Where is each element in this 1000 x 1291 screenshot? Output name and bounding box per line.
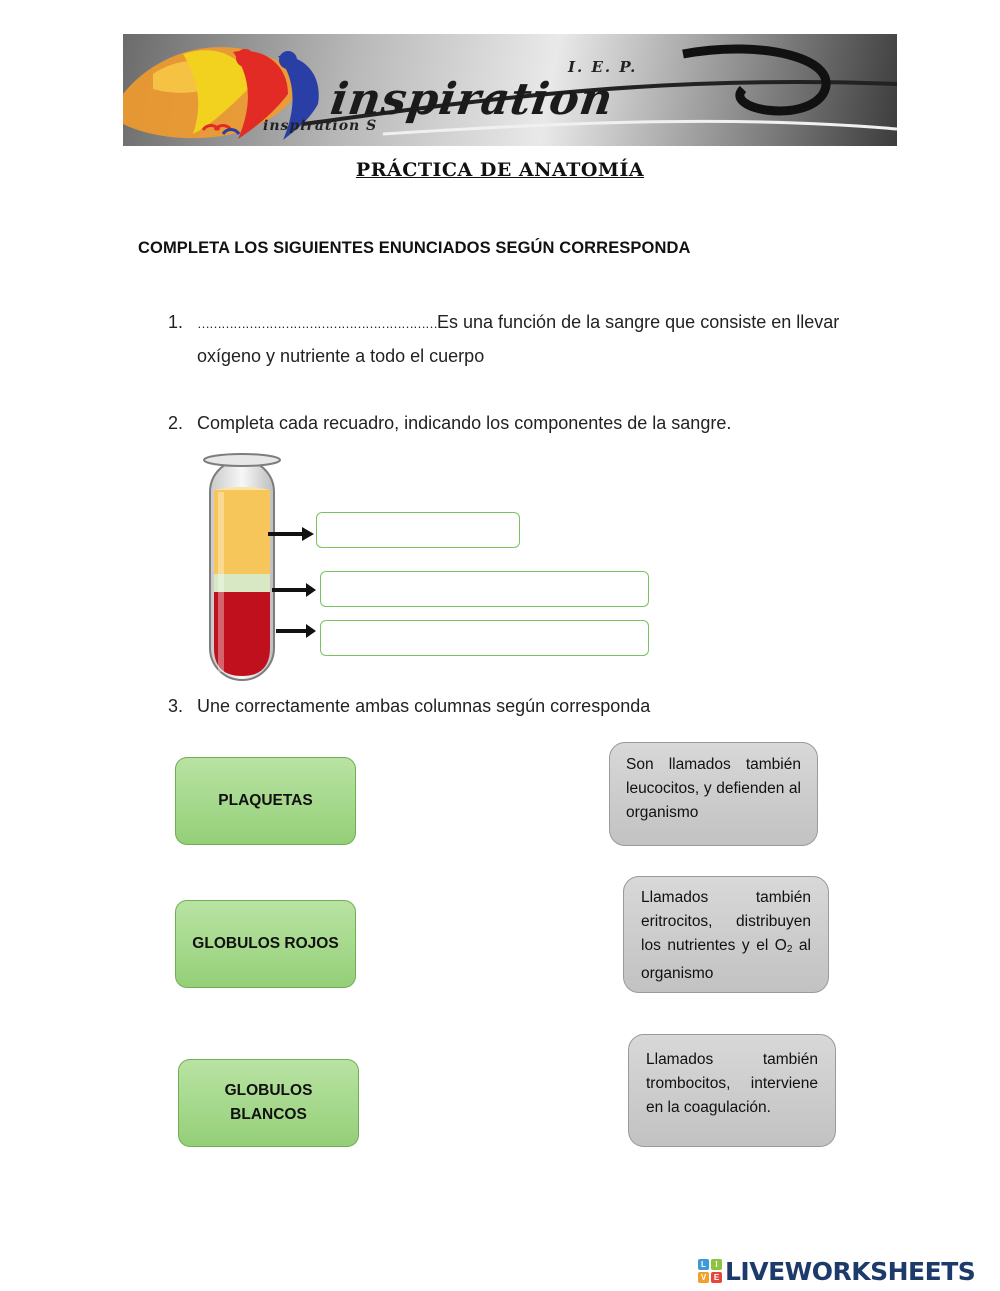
logo-block: V — [698, 1272, 709, 1283]
banner-brand-small: inspiration S — [263, 118, 378, 134]
question-1-text: Es una función de la sangre que consiste en llevar — [437, 312, 840, 332]
match-left-label: GLOBULOS ROJOS — [192, 935, 339, 952]
match-left-globulos-blancos[interactable] — [178, 1059, 359, 1147]
question-1-line-2: oxígeno y nutriente a todo el cuerpo — [197, 346, 485, 366]
question-2-text: Completa cada recuadro, indicando los componentes de la sangre. — [197, 413, 732, 433]
match-right-leucocitos[interactable] — [609, 742, 818, 846]
match-left-label — [225, 1079, 313, 1127]
liveworksheets-logo — [698, 1256, 975, 1286]
match-left-label-line-1: GLOBULOS — [224, 1082, 313, 1099]
answer-box-buffy-coat[interactable] — [320, 571, 649, 607]
page-title: PRÁCTICA DE ANATOMÍA — [355, 159, 645, 181]
match-left-globulos-rojos[interactable] — [175, 900, 356, 988]
match-right-trombocitos[interactable] — [628, 1034, 836, 1147]
logo-block: L — [698, 1259, 709, 1270]
match-right-text: Llamados también trombocitos, interviene en la coagulación. — [646, 1051, 818, 1116]
question-2-number: 2. — [168, 413, 184, 433]
school-banner — [123, 34, 897, 146]
question-3-number: 3. — [168, 696, 184, 716]
instruction-heading: COMPLETA LOS SIGUIENTES ENUNCIADOS SEGÚN CORRESPONDA — [138, 239, 691, 257]
question-1-number: 1. — [168, 312, 184, 332]
match-left-plaquetas[interactable] — [175, 757, 356, 845]
match-right-eritrocitos[interactable] — [623, 876, 829, 993]
match-right-text-part-2: al organismo — [641, 937, 811, 982]
answer-box-red-cells[interactable] — [320, 620, 649, 656]
answer-box-plasma[interactable] — [316, 512, 520, 548]
banner-org: I. E. P. — [568, 58, 638, 76]
logo-blocks-icon — [698, 1259, 722, 1283]
oxygen-subscript: 2 — [786, 944, 793, 955]
logo-block: E — [711, 1272, 722, 1283]
question-3-text: Une correctamente ambas columnas según corresponda — [197, 696, 651, 716]
arrow-plasma-icon — [268, 527, 314, 541]
match-left-label-line-2: BLANCOS — [230, 1106, 307, 1123]
match-right-text-part-1: Llamados también eritrocitos, distribuyen los nutrientes y el O — [641, 889, 811, 954]
match-right-text — [641, 889, 811, 982]
fill-in-blank[interactable]: …………………………………………………… — [197, 316, 437, 331]
match-left-label: PLAQUETAS — [218, 792, 313, 809]
component-arrows — [266, 524, 316, 644]
question-1-line-1 — [197, 306, 839, 340]
arrow-buffy-coat-icon — [272, 583, 316, 597]
match-right-text: Son llamados también leucocitos, y defienden al organismo — [626, 756, 801, 821]
logo-block: I — [711, 1259, 722, 1270]
logo-wordmark: LIVEWORKSHEETS — [725, 1256, 976, 1286]
banner-brand: inspiration — [327, 74, 617, 125]
arrow-red-cells-icon — [276, 624, 316, 638]
